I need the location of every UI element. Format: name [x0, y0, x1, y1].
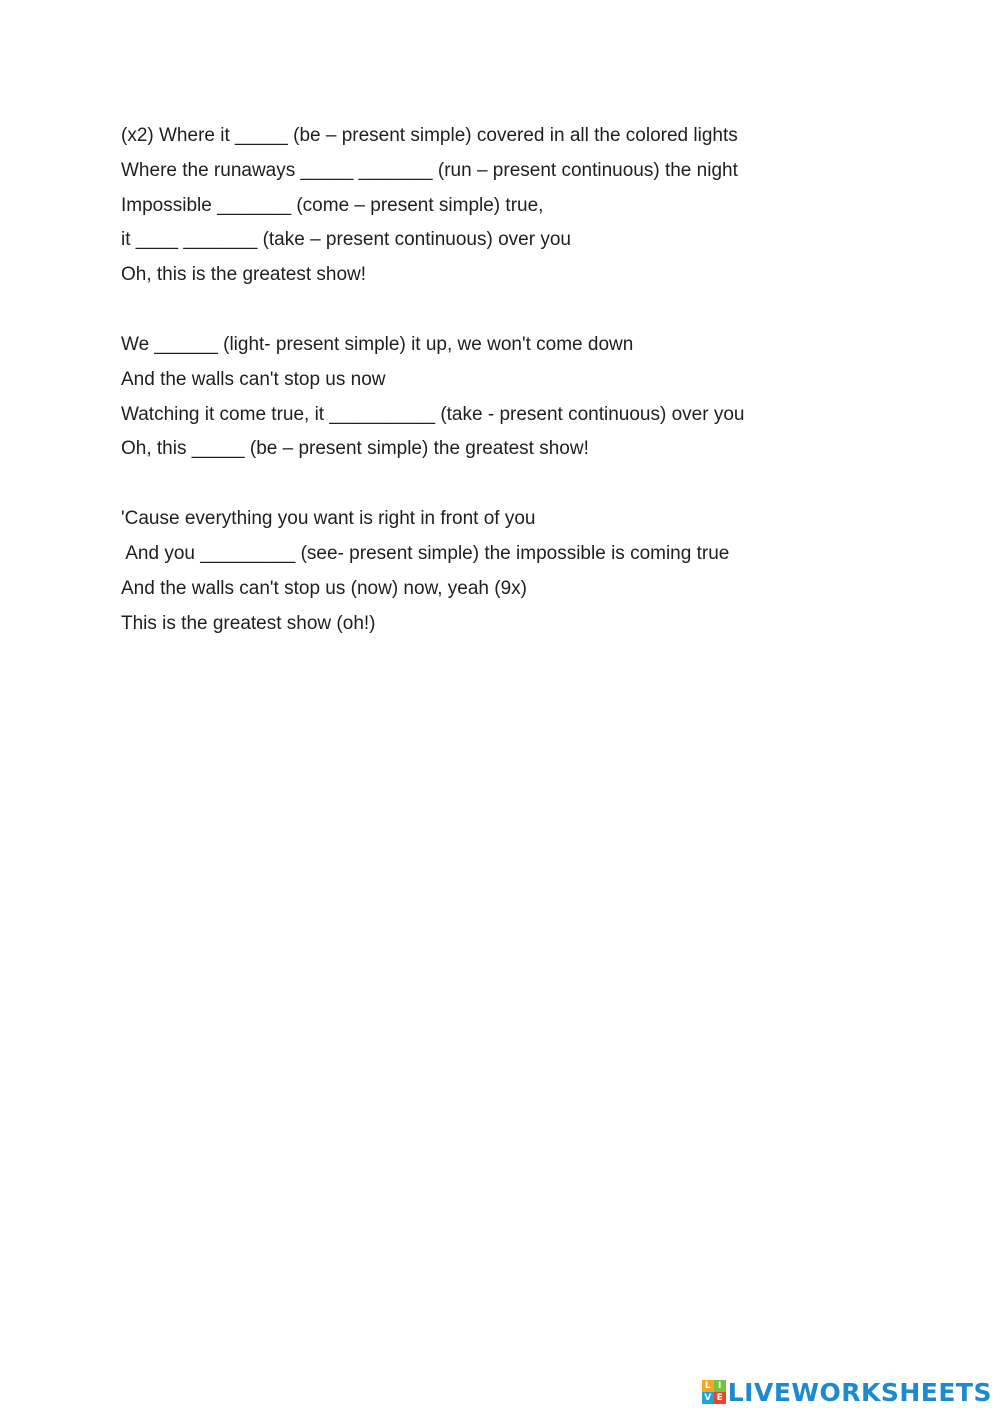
lyric-line: And you _________ (see- present simple) the impossible is coming true [121, 542, 730, 564]
logo-text: LIVEWORKSHEETS [727, 1377, 992, 1407]
lyric-line: it ____ _______ (take – present continuous) over you [121, 229, 571, 251]
logo-mark-icon [702, 1380, 726, 1404]
lyric-line: Watching it come true, it __________ (take - present continuous) over you [121, 403, 745, 425]
lyric-line: Where the runaways _____ _______ (run – present continuous) the night [121, 159, 738, 181]
logo-mark-letter: I [714, 1380, 726, 1392]
lyric-line: And the walls can't stop us (now) now, yeah (9x) [121, 577, 527, 599]
stanza-1 [121, 119, 901, 293]
lyric-line: This is the greatest show (oh!) [121, 612, 376, 634]
logo-mark-letter: V [702, 1392, 714, 1404]
lyric-line: We ______ (light- present simple) it up, we won't come down [121, 333, 634, 355]
stanza-2 [121, 328, 901, 467]
lyrics-body [121, 119, 901, 676]
lyric-line: Oh, this _____ (be – present simple) the greatest show! [121, 438, 589, 460]
lyric-line: 'Cause everything you want is right in front of you [121, 508, 536, 530]
stanza-3 [121, 502, 901, 641]
lyric-line: Impossible _______ (come – present simple) true, [121, 194, 544, 216]
logo-mark-letter: L [702, 1380, 714, 1392]
logo-mark-letter: E [714, 1392, 726, 1404]
lyric-line: And the walls can't stop us now [121, 368, 386, 390]
lyric-line: (x2) Where it _____ (be – present simple) covered in all the colored lights [121, 125, 738, 146]
lyric-line: Oh, this is the greatest show! [121, 264, 367, 286]
liveworksheets-logo [702, 1377, 992, 1407]
